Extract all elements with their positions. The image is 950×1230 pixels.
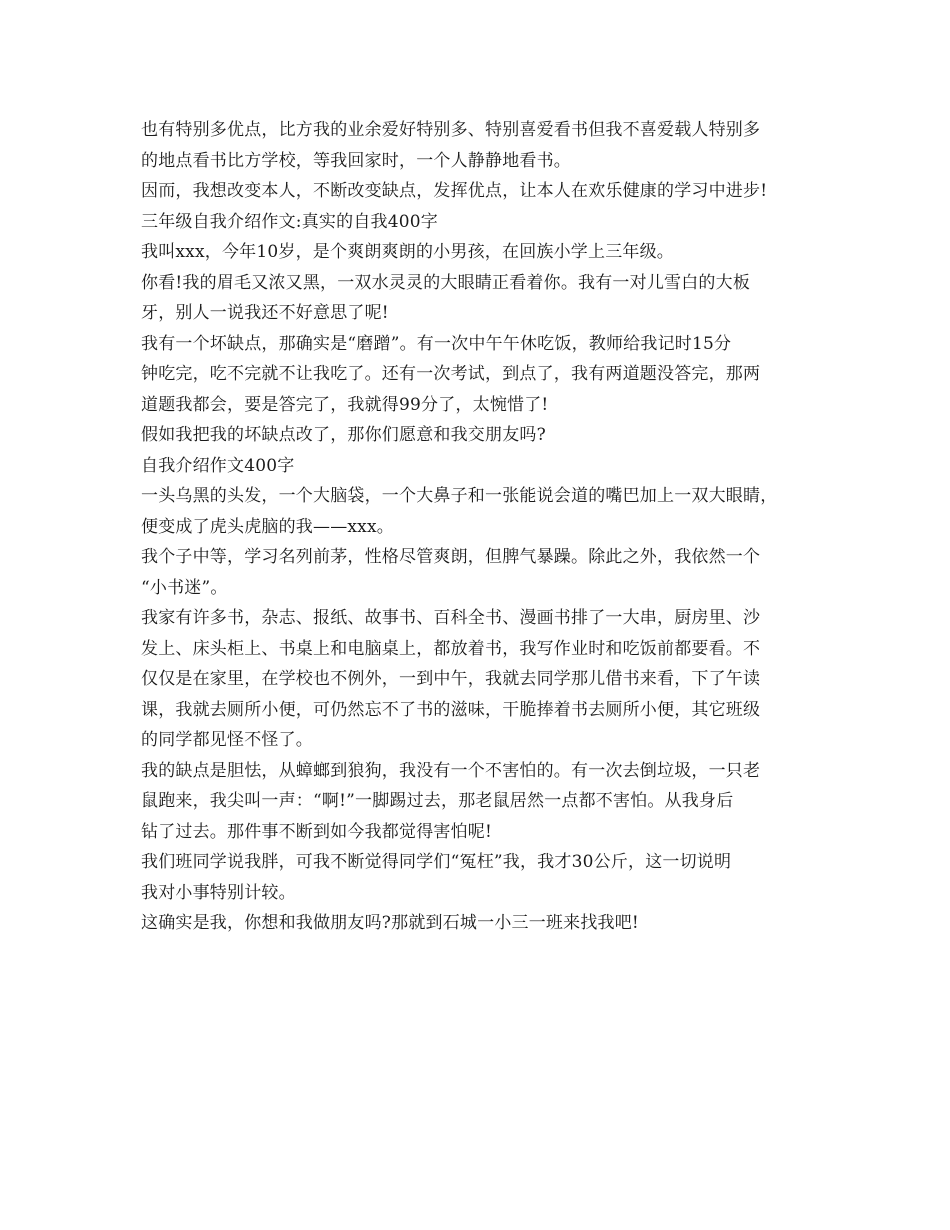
text-line: 假如我把我的坏缺点改了，那你们愿意和我交朋友吗?: [141, 425, 546, 445]
text-line: 一头乌黑的头发，一个大脑袋，一个大鼻子和一张能说会道的嘴巴加上一双大眼睛，: [141, 486, 778, 506]
text-line: 仅仅是在家里，在学校也不例外，一到中午，我就去同学那儿借书来看，下了午读: [141, 669, 761, 689]
section-heading: 自我介绍作文400字: [141, 455, 295, 476]
text-line: 我对小事特别计较。: [141, 882, 296, 903]
text-line: 我个子中等，学习名列前茅，性格尽管爽朗，但脾气暴躁。除此之外，我依然一个: [141, 547, 761, 567]
text-line: 鼠跑来，我尖叫一声：“啊!”一脚踢过去，那老鼠居然一点都不害怕。从我身后: [141, 791, 734, 811]
text-line: 道题我都会，要是答完了，我就得99分了，太惋惜了!: [141, 394, 549, 415]
text-line: 我们班同学说我胖，可我不断觉得同学们“冤枉”我，我才30公斤，这一切说明: [141, 852, 732, 872]
document-body: [141, 115, 826, 939]
text-line: 我叫xxx，今年10岁，是个爽朗爽朗的小男孩，在回族小学上三年级。: [141, 242, 674, 262]
text-line: 这确实是我，你想和我做朋友吗?那就到石城一小三一班来找我吧!: [141, 913, 639, 933]
text-line: 钟吃完，吃不完就不让我吃了。还有一次考试，到点了，我有两道题没答完，那两: [141, 364, 761, 384]
text-line: 便变成了虎头虎脑的我——xxx。: [141, 516, 394, 537]
text-line: 因而，我想改变本人，不断改变缺点，发挥优点，让本人在欢乐健康的学习中进步!: [141, 181, 768, 201]
text-line: 也有特别多优点，比方我的业余爱好特别多、特别喜爱看书但我不喜爱载人特别多: [141, 120, 761, 140]
text-line: 我家有许多书，杂志、报纸、故事书、百科全书、漫画书排了一大串，厨房里、沙: [141, 608, 761, 628]
text-line: 课，我就去厕所小便，可仍然忘不了书的滋味，干脆捧着书去厕所小便，其它班级: [141, 699, 761, 720]
text-line: 我的缺点是胆怯，从蟑螂到狼狗，我没有一个不害怕的。有一次去倒垃圾，一只老: [141, 760, 761, 781]
text-line: 我有一个坏缺点，那确实是“磨蹭”。有一次中午午休吃饭，教师给我记时15分: [141, 333, 732, 354]
text-line: 的地点看书比方学校，等我回家时，一个人静静地看书。: [141, 150, 571, 171]
text-line: 你看!我的眉毛又浓又黑，一双水灵灵的大眼睛正看着你。我有一对儿雪白的大板: [141, 272, 751, 293]
section-heading: 三年级自我介绍作文:真实的自我400字: [141, 211, 438, 232]
text-line: 钻了过去。那件事不断到如今我都觉得害怕呢!: [141, 821, 493, 842]
text-line: 的同学都见怪不怪了。: [141, 730, 313, 750]
text-line: 发上、床头柜上、书桌上和电脑桌上，都放着书，我写作业时和吃饭前都要看。不: [141, 638, 761, 659]
text-line: “小书迷”。: [141, 577, 228, 598]
text-line: 牙，别人一说我还不好意思了呢!: [141, 303, 389, 323]
